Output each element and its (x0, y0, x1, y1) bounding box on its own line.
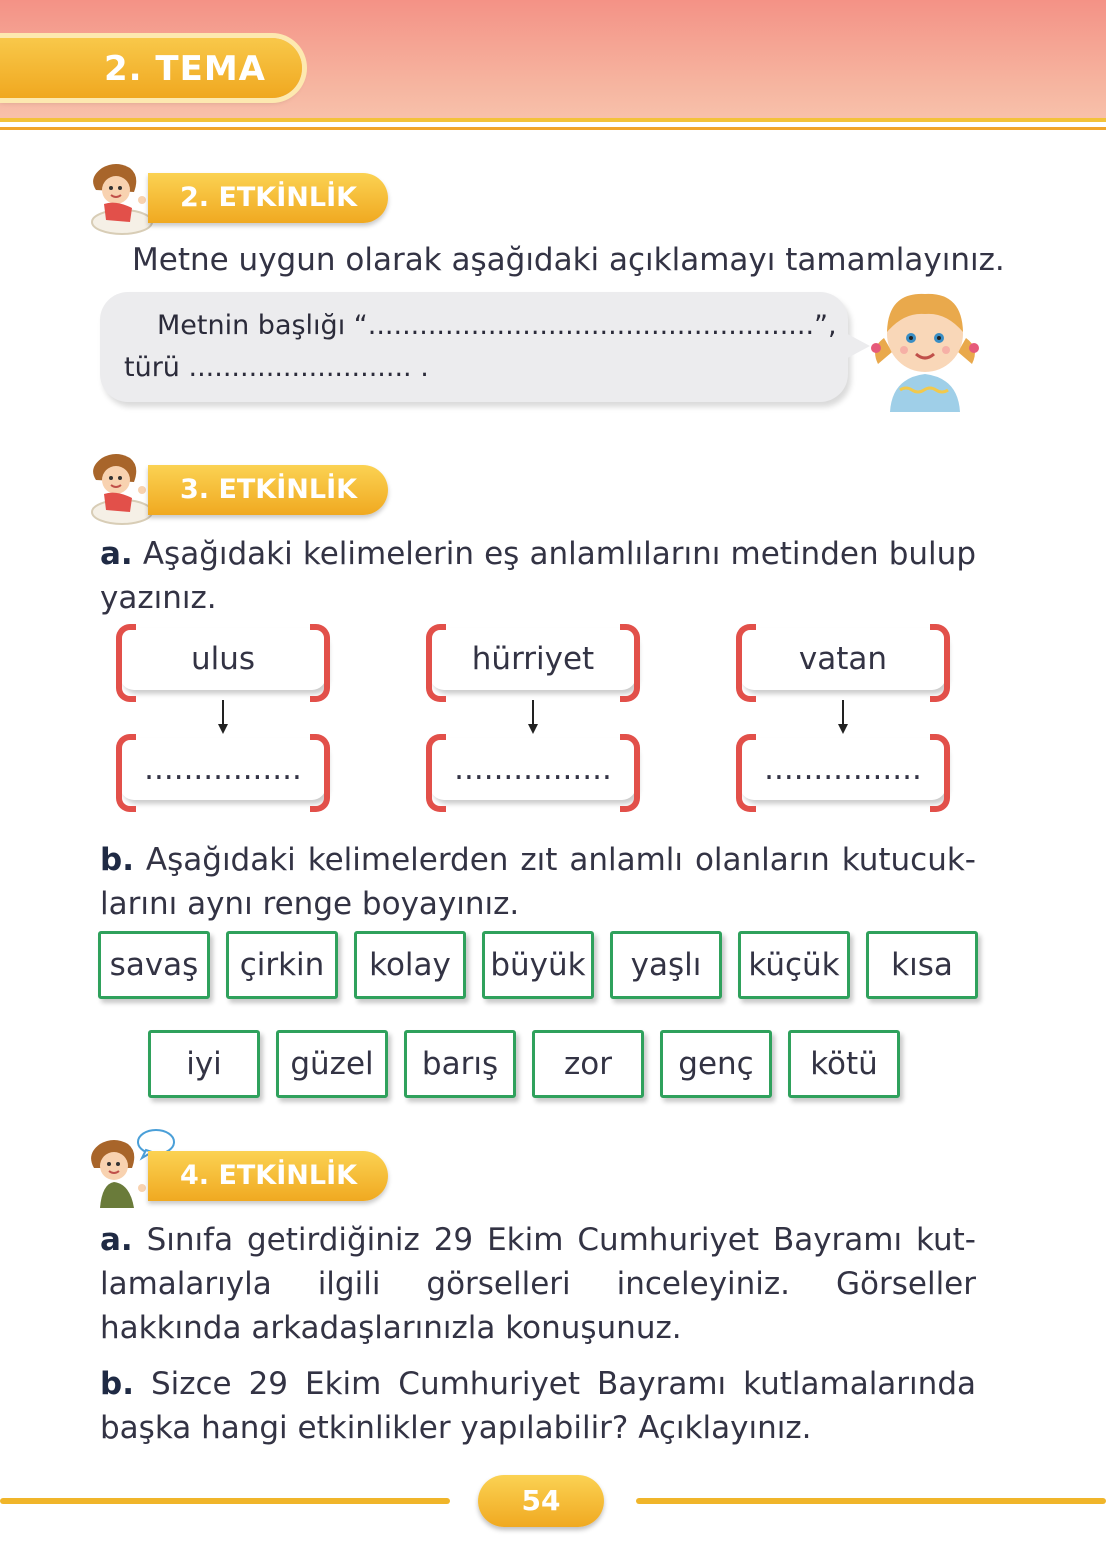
bracket-right (310, 734, 330, 812)
word-box (740, 628, 946, 690)
footer-line-left (0, 1498, 450, 1504)
etkinlik-4-title: 4. ETKİNLİK (180, 1160, 358, 1191)
bracket-right (620, 734, 640, 812)
speech-bubble (100, 292, 848, 402)
word-chip[interactable]: güzel (276, 1030, 388, 1098)
answer-blank: ................ (144, 751, 302, 787)
word-chip[interactable]: kötü (788, 1030, 900, 1098)
etkinlik-3a-paragraph (100, 532, 976, 620)
bracket-left (116, 734, 136, 812)
bubble-genre-line: türü .......................... . (124, 352, 429, 383)
word-box (430, 628, 636, 690)
etkinlik-4b-paragraph (100, 1362, 976, 1450)
etkinlik-3a-text: Aşağıdaki kelimelerin eş anlamlılarını metinden bulup yazınız. (100, 536, 976, 616)
word-chip[interactable]: zor (532, 1030, 644, 1098)
bracket-left (736, 734, 756, 812)
word-chip[interactable]: çirkin (226, 931, 338, 999)
bubble-title-line: Metnin başlığı “....................................................”, (157, 310, 837, 341)
girl-character-icon (866, 282, 984, 412)
etkinlik-4a-paragraph (100, 1218, 976, 1350)
arrow-down-icon (838, 700, 848, 734)
word-chip[interactable]: barış (404, 1030, 516, 1098)
word-chip[interactable]: büyük (482, 931, 594, 999)
word-text: hürriyet (471, 641, 595, 677)
bracket-right (930, 624, 950, 702)
word-chip[interactable]: kısa (866, 931, 978, 999)
word-chip[interactable]: savaş (98, 931, 210, 999)
etkinlik-2-instruction: Metne uygun olarak aşağıdaki açıklamayı tamamlayınız. (132, 242, 1005, 278)
word-chip[interactable]: yaşlı (610, 931, 722, 999)
word-text: ulus (190, 641, 256, 677)
tema-label: 2. TEMA (104, 49, 266, 89)
header-divider (0, 118, 1106, 122)
item-label: b. (100, 842, 134, 878)
word-chip[interactable]: genç (660, 1030, 772, 1098)
answer-blank: ................ (764, 751, 922, 787)
etkinlik-3-title: 3. ETKİNLİK (180, 474, 358, 505)
answer-box[interactable] (740, 738, 946, 800)
answer-box[interactable] (430, 738, 636, 800)
arrow-down-icon (218, 700, 228, 734)
item-label: a. (100, 1222, 133, 1258)
word-chip[interactable]: kolay (354, 931, 466, 999)
answer-blank: ................ (454, 751, 612, 787)
page-number: 54 (478, 1475, 604, 1527)
bracket-left (426, 624, 446, 702)
bracket-right (930, 734, 950, 812)
etkinlik-4a-text: Sınıfa getirdiğiniz 29 Ekim Cumhuriyet Bayramı kut-lamalarıyla ilgili görselleri inceleyiniz. Görseller hakkında arkadaşlarınızla konuşunuz. (100, 1222, 976, 1346)
word-chip[interactable]: iyi (148, 1030, 260, 1098)
answer-box[interactable] (120, 738, 326, 800)
footer-line-right (636, 1498, 1106, 1504)
etkinlik-4b-text: Sizce 29 Ekim Cumhuriyet Bayramı kutlamalarında başka hangi etkinlikler yapılabilir? Açıklayınız. (100, 1366, 976, 1446)
header-divider-secondary (0, 127, 1106, 130)
item-label: a. (100, 536, 133, 572)
word-chip[interactable]: küçük (738, 931, 850, 999)
bracket-left (426, 734, 446, 812)
bracket-right (620, 624, 640, 702)
bracket-left (736, 624, 756, 702)
item-label: b. (100, 1366, 134, 1402)
word-box (120, 628, 326, 690)
etkinlik-3b-text: Aşağıdaki kelimelerden zıt anlamlı olanların kutucuk-larını aynı renge boyayınız. (100, 842, 976, 922)
bracket-right (310, 624, 330, 702)
arrow-down-icon (528, 700, 538, 734)
word-text: vatan (798, 641, 888, 677)
etkinlik-2-title: 2. ETKİNLİK (180, 182, 358, 213)
etkinlik-3b-paragraph (100, 838, 976, 926)
bracket-left (116, 624, 136, 702)
